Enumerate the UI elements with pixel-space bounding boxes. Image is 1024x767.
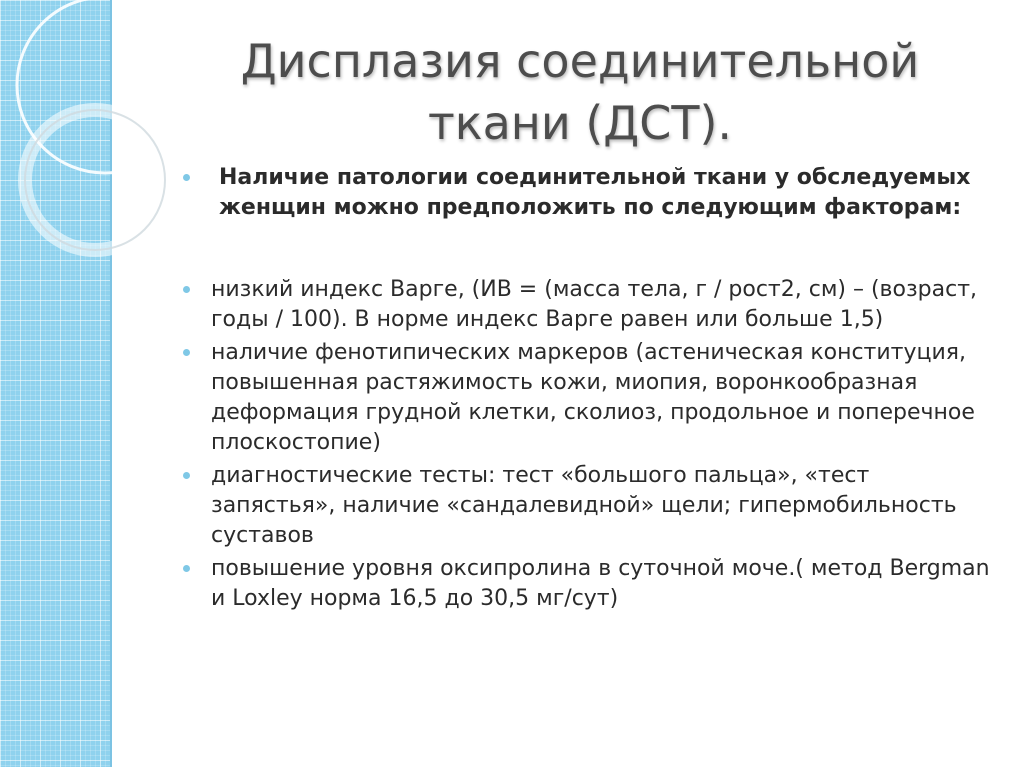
bullet-list xyxy=(175,163,990,614)
list-item-text: Наличие патологии соединительной ткани у обследуемых женщин можно предположить по следующим факторам: xyxy=(219,165,971,220)
list-item-text: наличие фенотипических маркеров (астеническая конституция, повышенная растяжимость кожи, миопия, воронкообразная деформация грудной клетки, сколиоз, продольное и поперечное плоскостопие) xyxy=(211,340,975,455)
bullet-icon xyxy=(183,174,190,181)
bullet-icon xyxy=(183,565,190,572)
title-line-2: ткани (ДСТ). xyxy=(427,96,733,150)
list-item-text: диагностические тесты: тест «большого пальца», «тест запястья», наличие «сандалевидной» щели; гипермобильность суставов xyxy=(211,463,957,548)
bullet-icon xyxy=(183,472,190,479)
list-item-text: повышение уровня оксипролина в суточной моче.( метод Bergman и Loxley норма 16,5 до 30,5 мг/сут) xyxy=(211,556,990,611)
list-item-oxyproline xyxy=(175,554,990,614)
bullet-icon xyxy=(183,349,190,356)
list-item-varga-index xyxy=(175,275,990,335)
list-item-phenotypic-markers xyxy=(175,338,990,458)
list-item-diagnostic-tests xyxy=(175,461,990,551)
slide-title xyxy=(200,30,960,154)
list-item-text: низкий индекс Варге, (ИВ = (масса тела, г / рост2, см) – (возраст, годы / 100). В норме индекс Варге равен или больше 1,5) xyxy=(211,277,978,332)
title-line-1: Дисплазия соединительной xyxy=(240,34,920,88)
list-item-intro xyxy=(175,163,990,223)
bullet-icon xyxy=(183,286,190,293)
